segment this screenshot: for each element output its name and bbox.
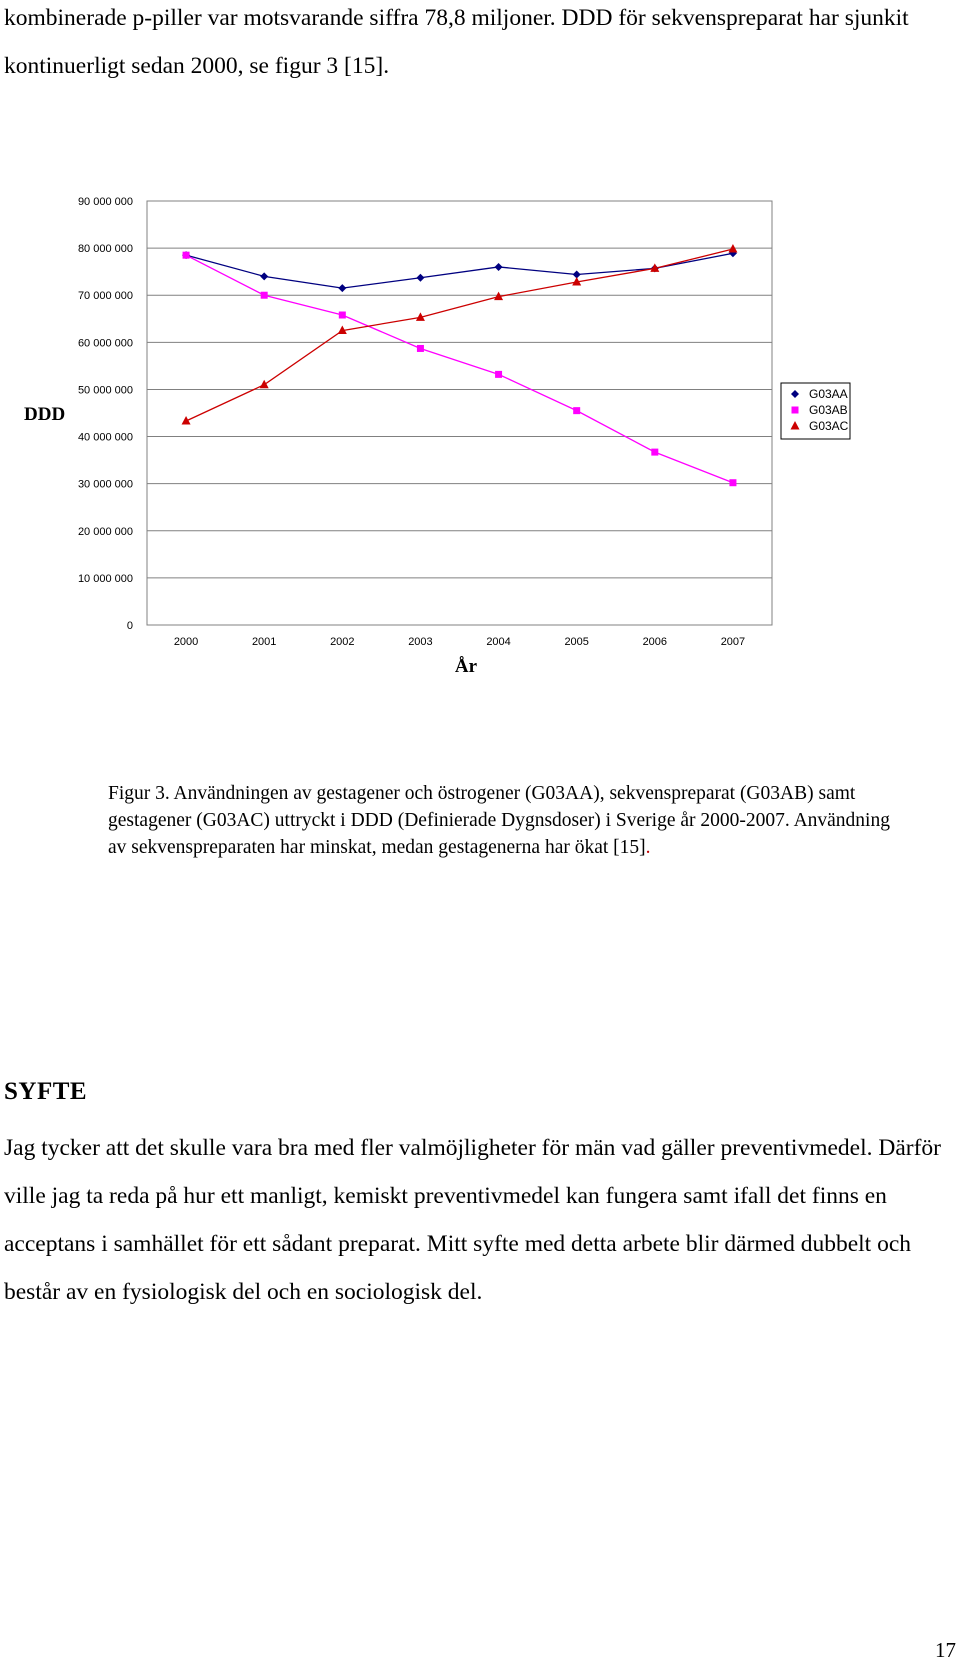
- y-tick-label: 0: [126, 620, 133, 632]
- figure-caption: [108, 780, 908, 861]
- section-heading: SYFTE: [4, 1078, 88, 1105]
- x-tick-label: 2005: [564, 636, 589, 648]
- data-point: [339, 312, 346, 319]
- page-number: 17: [935, 1638, 956, 1662]
- series-line: [186, 255, 733, 483]
- legend-label: G03AA: [809, 387, 848, 401]
- body-paragraph: Jag tycker att det skulle vara bra med fler valmöjligheter för män vad gäller preventivmedel. Därför ville jag ta reda på hur ett manligt, kemiskt preventivmedel kan fungera samt ifall det finns en acceptans i samhället för ett sådant preparat. Mitt syfte med detta arbete blir därmed dubbelt och består av en fysiologisk del och en sociologisk del.: [4, 1135, 942, 1305]
- x-tick-label: 2006: [642, 636, 668, 648]
- series-line: [186, 253, 733, 288]
- y-tick-label: 90 000 000: [77, 196, 133, 208]
- legend-label: G03AC: [809, 419, 849, 433]
- y-axis-title: DDD: [24, 404, 66, 425]
- intro-paragraph: kombinerade p-piller var motsvarande siffra 78,8 miljoner. DDD för sekvenspreparat har sjunkit kontinuerligt sedan 2000, se figur 3 [15].: [4, 5, 909, 79]
- data-point: [261, 292, 268, 299]
- x-tick-label: 2003: [408, 636, 433, 648]
- x-tick-label: 2007: [720, 636, 746, 648]
- caption-text: Figur 3. Användningen av gestagener och östrogener (G03AA), sekvenspreparat (G03AB) samt gestagener (G03AC) uttryckt i DDD (Definierade Dygnsdoser) i Sverige år 2000-2007. Användning av sekvenspreparaten har minskat, medan gestagenerna har ökat [15]: [108, 783, 890, 858]
- chart-gridlines: [147, 201, 772, 625]
- y-tick-label: 20 000 000: [77, 525, 133, 538]
- x-tick-label: 2004: [486, 636, 511, 648]
- data-point: [260, 272, 268, 280]
- y-tick-label: 30 000 000: [77, 478, 133, 491]
- data-point: [651, 449, 658, 456]
- y-tick-label: 70 000 000: [77, 290, 133, 303]
- data-point: [573, 407, 580, 414]
- y-tick-label: 60 000 000: [77, 337, 133, 350]
- data-point: [260, 380, 269, 389]
- series-line: [186, 249, 733, 421]
- data-point: [729, 479, 736, 486]
- legend-label: G03AB: [809, 403, 848, 417]
- data-point: [495, 263, 503, 271]
- ddd-line-chart: [0, 190, 960, 730]
- caption-end: .: [645, 837, 651, 858]
- chart-legend: [781, 383, 850, 439]
- x-axis-title: År: [454, 656, 478, 677]
- data-point: [416, 274, 424, 282]
- data-point: [338, 284, 346, 292]
- y-tick-label: 10 000 000: [77, 572, 133, 585]
- y-tick-label: 40 000 000: [77, 431, 133, 444]
- chart-series: [182, 244, 738, 486]
- x-tick-label: 2001: [251, 636, 277, 648]
- x-tick-label: 2000: [173, 636, 199, 648]
- data-point: [495, 371, 502, 378]
- series-g03ab: [183, 252, 737, 487]
- series-g03ac: [182, 244, 738, 424]
- y-tick-labels: [78, 196, 133, 632]
- x-tick-labels: [174, 636, 745, 648]
- plot-area: [147, 201, 772, 625]
- legend-marker: [792, 407, 799, 414]
- x-tick-label: 2002: [330, 636, 355, 648]
- y-tick-label: 50 000 000: [77, 384, 133, 397]
- y-tick-label: 80 000 000: [77, 243, 133, 256]
- data-point: [183, 252, 190, 259]
- data-point: [417, 345, 424, 352]
